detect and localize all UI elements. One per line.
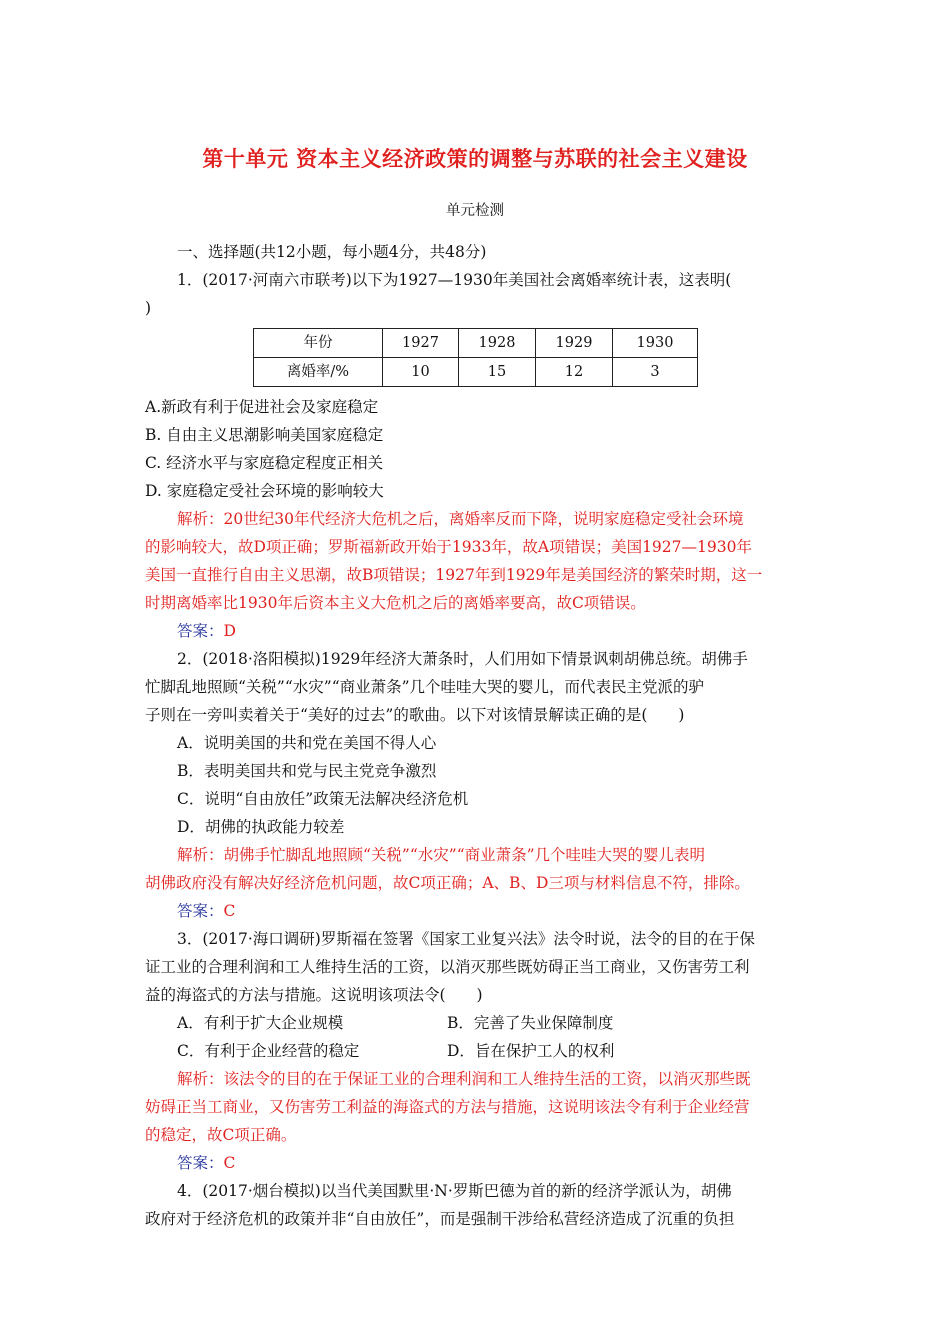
answer-value: C <box>223 902 236 920</box>
section-heading: 一、选择题(共12小题，每小题4分，共48分) <box>177 243 487 261</box>
q3-stem-line: 益的海盗式的方法与措施。这说明该项法令( ) <box>145 986 483 1004</box>
q3-option-b: B．完善了失业保障制度 <box>447 1014 614 1032</box>
answer-label: 答案： <box>177 1154 224 1172</box>
q1-stem-line: 1．(2017·河南六市联考)以下为1927—1930年美国社会离婚率统计表，这表明( <box>177 271 732 289</box>
q1-analysis-line: 时期离婚率比1930年后资本主义大危机之后的离婚率要高，故C项错误。 <box>145 594 646 612</box>
q2-option-b: B．表明美国共和党与民主党竞争激烈 <box>177 762 437 780</box>
answer-label: 答案： <box>177 902 224 920</box>
q4-stem-line: 政府对于经济危机的政策并非“自由放任”，而是强制干涉给私营经济造成了沉重的负担 <box>145 1210 735 1228</box>
q2-option-a: A．说明美国的共和党在美国不得人心 <box>177 734 437 752</box>
q2-analysis-line: 胡佛政府没有解决好经济危机问题，故C项正确；A、B、D三项与材料信息不符，排除。 <box>145 874 750 892</box>
answer-value: C <box>223 1154 236 1172</box>
q3-stem-line: 证工业的合理利润和工人维持生活的工资，以消灭那些既妨碍正当工商业，又伤害劳工利 <box>145 958 750 976</box>
q2-stem-line: 忙脚乱地照顾“关税”“水灾”“商业萧条”几个哇哇大哭的婴儿，而代表民主党派的驴 <box>145 678 705 696</box>
table-cell: 1929 <box>536 329 613 358</box>
q2-option-c: C．说明“自由放任”政策无法解决经济危机 <box>177 790 469 808</box>
q2-answer <box>145 897 813 925</box>
q4-stem-line: 4．(2017·烟台模拟)以当代美国默里·N·罗斯巴德为首的新的经济学派认为，胡佛 <box>177 1182 732 1200</box>
q1-analysis-line: 解析：20世纪30年代经济大危机之后，离婚率反而下降，说明家庭稳定受社会环境 <box>177 510 744 528</box>
table-cell: 12 <box>536 358 613 387</box>
table-cell: 1930 <box>613 329 698 358</box>
q1-option-c: C. 经济水平与家庭稳定程度正相关 <box>145 454 384 472</box>
table-header-row <box>254 329 698 358</box>
q3-options-row <box>145 1037 813 1065</box>
page-title: 第十单元 资本主义经济政策的调整与苏联的社会主义建设 <box>202 146 748 171</box>
table-cell: 1928 <box>459 329 536 358</box>
q3-answer <box>145 1149 813 1177</box>
q1-option-b: B. 自由主义思潮影响美国家庭稳定 <box>145 426 384 444</box>
answer-value: D <box>223 622 236 640</box>
q1-analysis-line: 的影响较大，故D项正确；罗斯福新政开始于1933年，故A项错误；美国1927—1930年 <box>145 538 752 556</box>
table-cell: 年份 <box>254 329 383 358</box>
q1-stem-line: ) <box>145 299 152 317</box>
q2-analysis-line: 解析：胡佛手忙脚乱地照顾“关税”“水灾”“商业萧条”几个哇哇大哭的婴儿表明 <box>177 846 706 864</box>
q1-answer <box>145 617 813 645</box>
q3-analysis-line: 解析：该法令的目的在于保证工业的合理利润和工人维持生活的工资，以消灭那些既 <box>177 1070 751 1088</box>
q2-stem-line: 子则在一旁叫卖着关于“美好的过去”的歌曲。以下对该情景解读正确的是( ) <box>145 706 685 724</box>
q3-option-d: D．旨在保护工人的权利 <box>447 1042 615 1060</box>
table-cell: 离婚率/% <box>254 358 383 387</box>
q1-option-a: A.新政有利于促进社会及家庭稳定 <box>145 398 379 416</box>
q2-option-d: D．胡佛的执政能力较差 <box>177 818 345 836</box>
q1-option-d: D. 家庭稳定受社会环境的影响较大 <box>145 482 384 500</box>
document-body <box>145 238 813 1233</box>
table-cell: 10 <box>383 358 459 387</box>
q2-stem-line: 2．(2018·洛阳模拟)1929年经济大萧条时，人们用如下情景讽刺胡佛总统。胡佛手 <box>177 650 748 668</box>
table-row <box>254 358 698 387</box>
table-cell: 3 <box>613 358 698 387</box>
q3-analysis-line: 的稳定，故C项正确。 <box>145 1126 297 1144</box>
q3-option-c: C．有利于企业经营的稳定 <box>177 1042 360 1060</box>
divorce-rate-table <box>253 328 698 387</box>
q3-analysis-line: 妨碍正当工商业，又伤害劳工利益的海盗式的方法与措施，这说明该法令有利于企业经营 <box>145 1098 750 1116</box>
page-subtitle: 单元检测 <box>446 203 504 219</box>
q3-options-row <box>145 1009 813 1037</box>
q1-analysis-line: 美国一直推行自由主义思潮，故B项错误；1927年到1929年是美国经济的繁荣时期，这一 <box>145 566 763 584</box>
q3-option-a: A．有利于扩大企业规模 <box>177 1014 344 1032</box>
q3-stem-line: 3．(2017·海口调研)罗斯福在签署《国家工业复兴法》法令时说，法令的目的在于保 <box>177 930 755 948</box>
table-cell: 15 <box>459 358 536 387</box>
table-cell: 1927 <box>383 329 459 358</box>
answer-label: 答案： <box>177 622 224 640</box>
